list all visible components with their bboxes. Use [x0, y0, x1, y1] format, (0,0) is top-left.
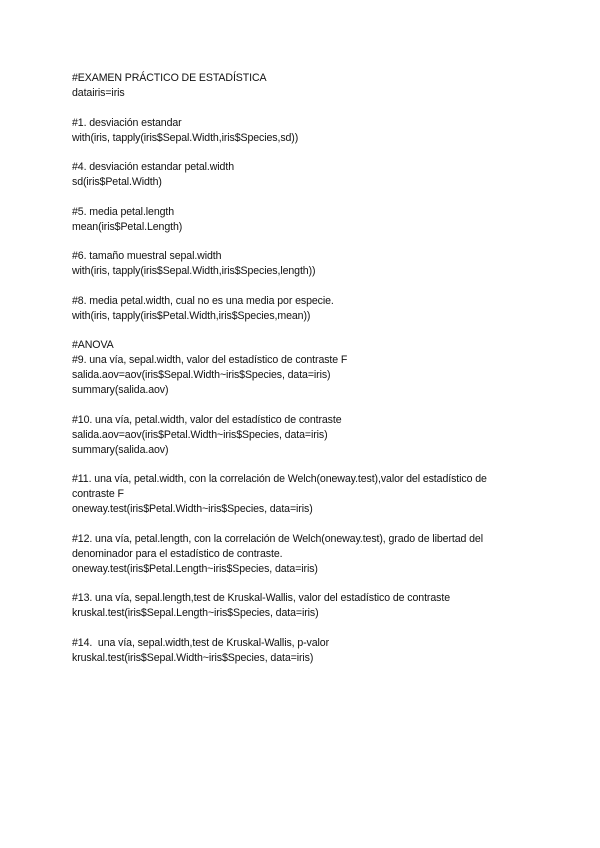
code-line: oneway.test(iris$Petal.Width~iris$Species, data=iris): [72, 503, 313, 515]
code-line: mean(iris$Petal.Length): [72, 220, 183, 233]
comment-line: contraste F: [72, 488, 124, 500]
comment-line: #1. desviación estandar: [72, 116, 182, 129]
code-line: salida.aov=aov(iris$Sepal.Width~iris$Species, data=iris): [72, 369, 331, 381]
code-line: kruskal.test(iris$Sepal.Width~iris$Species, data=iris): [72, 651, 314, 664]
blank-line: [72, 577, 542, 592]
comment-line: #11. una vía, petal.width, con la correlación de Welch(oneway.test),valor del estadístico de: [72, 473, 487, 485]
blank-line: [72, 458, 542, 473]
blank-line: [72, 235, 542, 250]
blank-line: [72, 517, 542, 532]
blank-line: [72, 324, 542, 339]
document-body: [72, 71, 542, 666]
section-heading: #ANOVA: [72, 339, 114, 351]
comment-line: #8. media petal.width, cual no es una media por especie.: [72, 294, 334, 307]
code-line: summary(salida.aov): [72, 443, 169, 456]
code-line: salida.aov=aov(iris$Petal.Width~iris$Species, data=iris): [72, 428, 328, 441]
blank-line: [72, 101, 542, 116]
code-line: with(iris, tapply(iris$Petal.Width,iris$Species,mean)): [72, 309, 311, 322]
comment-line: #14. una vía, sepal.width,test de Kruskal-Wallis, p-valor: [72, 636, 330, 649]
code-line: sd(iris$Petal.Width): [72, 176, 162, 188]
blank-line: [72, 621, 542, 636]
code-line: datairis=iris: [72, 87, 125, 99]
comment-line: denominador para el estadístico de contraste.: [72, 547, 283, 560]
comment-line: #4. desviación estandar petal.width: [72, 161, 234, 173]
comment-line: #5. media petal.length: [72, 205, 175, 218]
comment-line: #10. una vía, petal.width, valor del estadístico de contraste: [72, 413, 342, 426]
blank-line: [72, 190, 542, 205]
comment-line: #9. una vía, sepal.width, valor del estadístico de contraste F: [72, 354, 348, 366]
code-line: kruskal.test(iris$Sepal.Length~iris$Species, data=iris): [72, 607, 319, 619]
code-line: with(iris, tapply(iris$Sepal.Width,iris$Species,sd)): [72, 131, 299, 144]
blank-line: [72, 146, 542, 161]
code-line: summary(salida.aov): [72, 384, 169, 396]
blank-line: [72, 398, 542, 413]
blank-line: [72, 279, 542, 294]
comment-line: #13. una vía, sepal.length,test de Kruskal-Wallis, valor del estadístico de contraste: [72, 592, 450, 604]
doc-title: #EXAMEN PRÁCTICO DE ESTADÍSTICA: [72, 72, 267, 84]
comment-line: #12. una vía, petal.length, con la correlación de Welch(oneway.test), grado de libertad del: [72, 532, 483, 545]
code-line: with(iris, tapply(iris$Sepal.Width,iris$Species,length)): [72, 265, 316, 277]
code-line: oneway.test(iris$Petal.Length~iris$Species, data=iris): [72, 562, 318, 575]
comment-line: #6. tamaño muestral sepal.width: [72, 250, 222, 262]
